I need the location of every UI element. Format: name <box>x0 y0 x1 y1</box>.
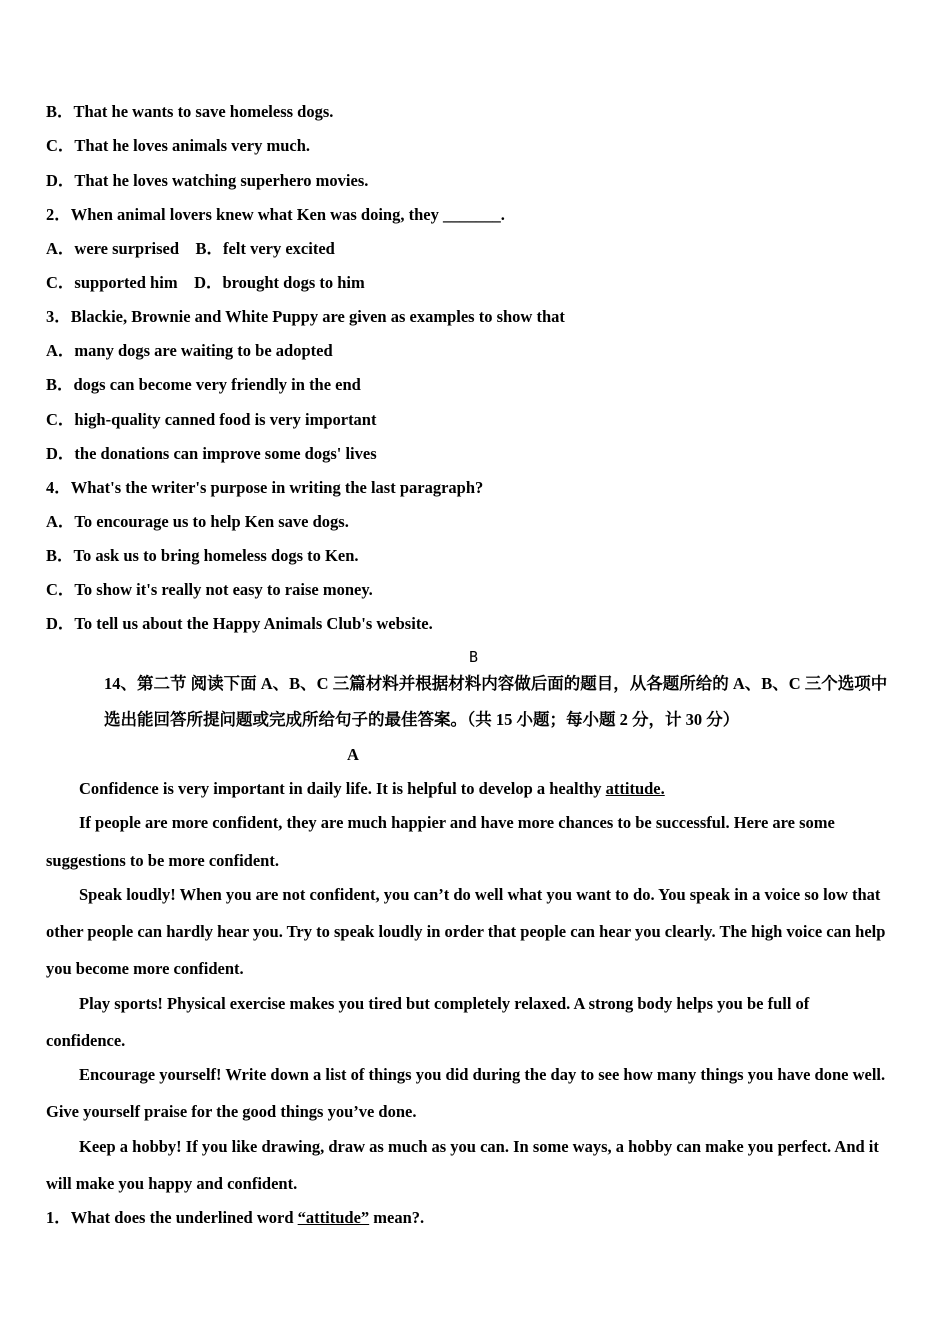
q4-option-b: B．To ask us to bring homeless dogs to Ken. <box>46 546 359 565</box>
final-question-underlined-word: “attitude” <box>297 1208 370 1227</box>
q4-option-a: A．To encourage us to help Ken save dogs. <box>46 512 349 531</box>
passage-a-heading: A <box>347 745 359 764</box>
passage-paragraph-3-line-2: other people can hardly hear you. Try to speak loudly in order that people can hear you clearly. The high voice can help <box>46 922 886 941</box>
underlined-word-attitude: attitude. <box>605 779 665 798</box>
passage-paragraph-4-line-1: Play sports! Physical exercise makes you tired but completely relaxed. A strong body helps you be full of <box>79 994 810 1013</box>
passage-paragraph-5-line-1: Encourage yourself! Write down a list of things you did during the day to see how many things you have done well. <box>79 1065 886 1084</box>
q4-option-c: C．To show it's really not easy to raise money. <box>46 580 373 599</box>
final-question <box>46 1207 424 1229</box>
passage-paragraph-2-line-2: suggestions to be more confident. <box>46 851 279 870</box>
passage-paragraph-1 <box>79 778 665 800</box>
q2-options-ab: A．were surprised B．felt very excited <box>46 239 335 258</box>
q2-stem: 2．When animal lovers knew what Ken was doing, they _______. <box>46 205 505 224</box>
q2-options-cd: C．supported him D．brought dogs to him <box>46 273 365 292</box>
q3-stem: 3．Blackie, Brownie and White Puppy are given as examples to show that <box>46 307 565 326</box>
q3-option-d: D．the donations can improve some dogs' lives <box>46 444 377 463</box>
passage-paragraph-6-line-2: will make you happy and confident. <box>46 1174 298 1193</box>
instructions-line-1: 14、第二节 阅读下面 A、B、C 三篇材料并根据材料内容做后面的题目，从各题所给的 A、B、C 三个选项中 <box>104 674 888 693</box>
q1-option-d: D．That he loves watching superhero movies. <box>46 171 369 190</box>
instructions-line-2: 选出能回答所提问题或完成所给句子的最佳答案。（共 15 小题；每小题 2 分，计 30 分） <box>104 710 740 729</box>
q3-option-b: B．dogs can become very friendly in the end <box>46 375 361 394</box>
q1-option-b: B．That he wants to save homeless dogs. <box>46 102 334 121</box>
passage-paragraph-3-line-1: Speak loudly! When you are not confident, you can’t do well what you want to do. You speak in a voice so low that <box>79 885 881 904</box>
final-question-suffix: mean?. <box>369 1208 425 1227</box>
section-b-heading: B <box>469 648 479 666</box>
q4-option-d: D．To tell us about the Happy Animals Club's website. <box>46 614 433 633</box>
final-question-prefix: 1．What does the underlined word <box>46 1208 298 1227</box>
q3-option-a: A．many dogs are waiting to be adopted <box>46 341 333 360</box>
q1-option-c: C．That he loves animals very much. <box>46 136 310 155</box>
paragraph-1-text: Confidence is very important in daily life. It is helpful to develop a healthy <box>79 779 606 798</box>
passage-paragraph-5-line-2: Give yourself praise for the good things you’ve done. <box>46 1102 417 1121</box>
q3-option-c: C．high-quality canned food is very important <box>46 410 377 429</box>
passage-paragraph-3-line-3: you become more confident. <box>46 959 244 978</box>
passage-paragraph-4-line-2: confidence. <box>46 1031 126 1050</box>
q4-stem: 4．What's the writer's purpose in writing the last paragraph? <box>46 478 484 497</box>
passage-paragraph-6-line-1: Keep a hobby! If you like drawing, draw as much as you can. In some ways, a hobby can make you perfect. And it <box>79 1137 879 1156</box>
passage-paragraph-2-line-1: If people are more confident, they are much happier and have more chances to be successful. Here are some <box>79 813 835 832</box>
